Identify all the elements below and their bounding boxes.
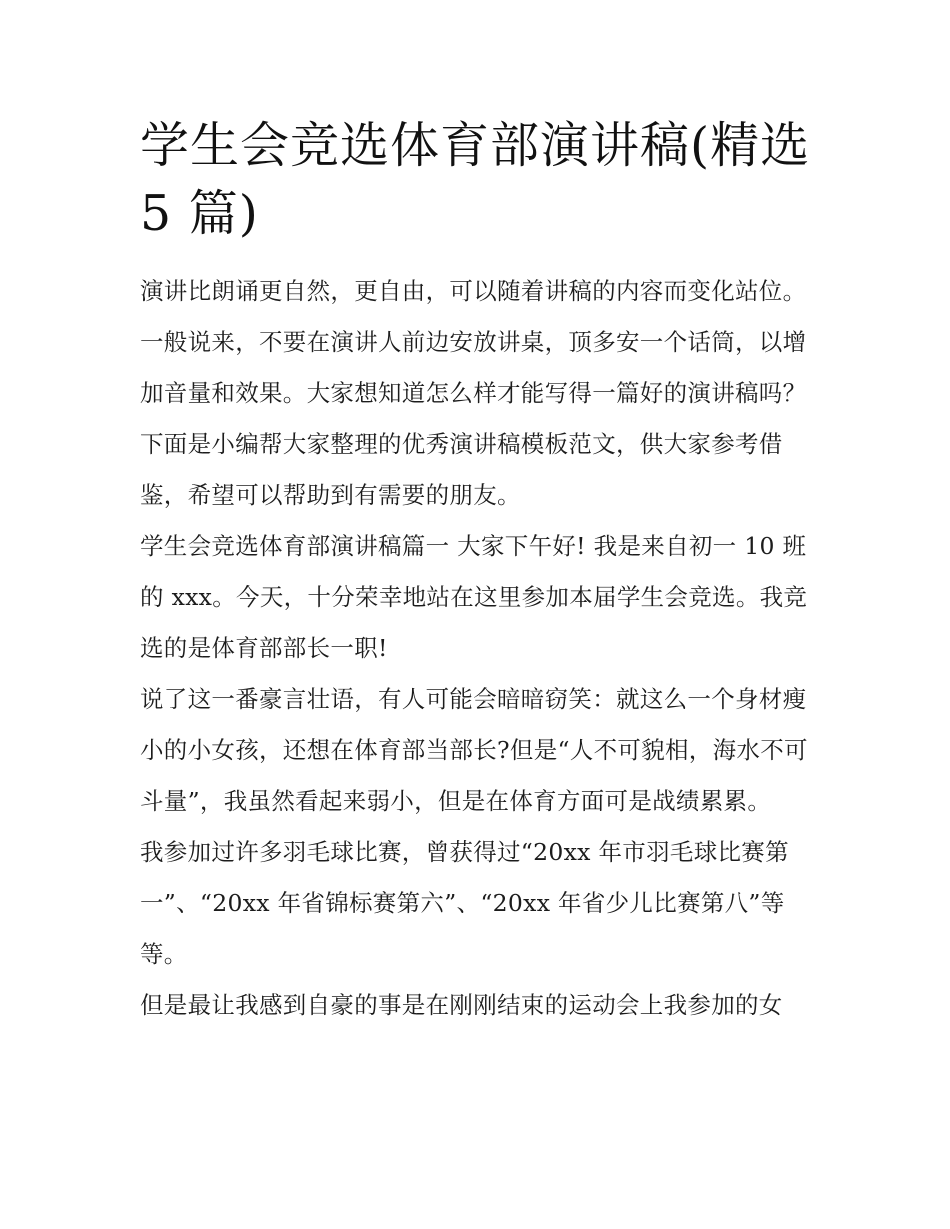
closing-paragraph-fragment: 但是最让我感到自豪的事是在刚刚结束的运动会上我参加的女 xyxy=(140,991,783,1019)
achievements-paragraph: 我参加过许多羽毛球比赛，曾获得过“20xx 年市羽毛球比赛第一”、“20xx 年省锦标赛第六”、“20xx 年省少儿比赛第八”等等。 xyxy=(140,838,789,968)
body-paragraph: 说了这一番豪言壮语，有人可能会暗暗窃笑：就这么一个身材瘦小的小女孩，还想在体育部当部长?但是“人不可貌相，海水不可斗量”，我虽然看起来弱小，但是在体育方面可是战绩累累。 xyxy=(140,685,808,815)
document-title: 学生会竞选体育部演讲稿(精选 5 篇) xyxy=(140,117,811,242)
document-content xyxy=(140,112,812,1031)
intro-paragraph: 演讲比朗诵更自然，更自由，可以随着讲稿的内容而变化站位。一般说来，不要在演讲人前边安放讲桌，顶多安一个话筒，以增加音量和效果。大家想知道怎么样才能写得一篇好的演讲稿吗？下面是小编帮大家整理的优秀演讲稿模板范文，供大家参考借鉴，希望可以帮助到有需要的朋友。 xyxy=(140,277,807,509)
speech-opening-paragraph: 学生会竞选体育部演讲稿篇一 大家下午好! 我是来自初一 10 班的 xxx。今天，十分荣幸地站在这里参加本届学生会竞选。我竞选的是体育部部长一职! xyxy=(140,532,808,662)
